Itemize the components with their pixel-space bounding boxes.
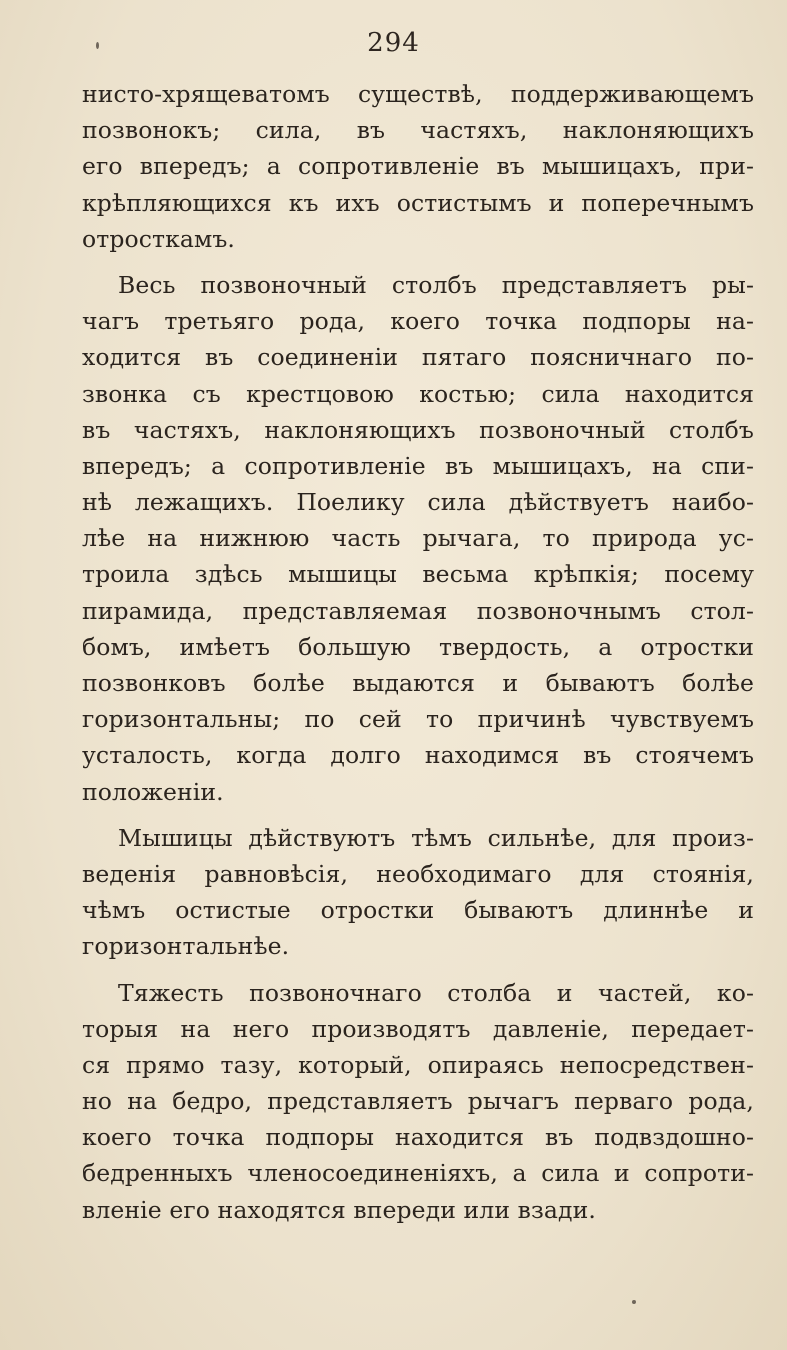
text-line: его впередъ; а сопротивленіе въ мышицахъ, при- [82, 152, 754, 181]
page-number: 294 [367, 28, 420, 58]
text-line: позвонокъ; сила, въ частяхъ, наклоняющихъ [82, 116, 754, 145]
paragraph-2 [82, 267, 754, 810]
text-line: пирамида, представляемая позвоночнымъ стол- [82, 596, 754, 625]
text-line: лѣе на нижнюю часть рычага, то природа ус- [82, 524, 754, 553]
text-line: чѣмъ остистые отростки бываютъ длиннѣе и [82, 896, 754, 925]
text-line: ходится въ соединеніи пятаго поясничнаго по- [82, 343, 754, 372]
text-line: позвонковъ болѣе выдаются и бываютъ болѣе [82, 669, 754, 697]
ink-speck [632, 1300, 636, 1304]
text-line: бомъ, имѣетъ большую твердость, а отростки [82, 632, 754, 661]
text-line: коего точка подпоры находится въ подвздошно- [82, 1123, 754, 1152]
text-line: Мышицы дѣйствуютъ тѣмъ сильнѣе, для произ- [118, 823, 754, 852]
text-line: чагъ третьяго рода, коего точка подпоры на- [82, 307, 754, 336]
text-line: положеніи. [82, 777, 224, 806]
text-line: впередъ; а сопротивленіе въ мышицахъ, на спи- [82, 451, 754, 480]
text-line: отросткамъ. [82, 224, 236, 253]
text-line: торыя на него производятъ давленіе, передает- [82, 1014, 754, 1043]
text-line: вленіе его находятся впереди или взади. [82, 1195, 596, 1224]
text-line: троила здѣсь мышицы весьма крѣпкія; посему [82, 560, 754, 589]
text-line: нѣ лежащихъ. Поелику сила дѣйствуетъ наибо- [82, 488, 754, 517]
text-line: но на бедро, представляетъ рычагъ перваго рода, [82, 1087, 754, 1116]
text-line: усталость, когда долго находимся въ стоячемъ [82, 741, 754, 770]
body-text [82, 76, 754, 1238]
paragraph-3 [82, 820, 754, 965]
text-line: звонка съ крестцовою костью; сила находится [82, 379, 754, 408]
text-line: крѣпляющихся къ ихъ остистымъ и поперечнымъ [82, 188, 754, 217]
text-line: въ частяхъ, наклоняющихъ позвоночный столбъ [82, 415, 754, 444]
text-line: горизонтальнѣе. [82, 932, 290, 961]
text-line: ся прямо тазу, который, опираясь непосредствен- [82, 1050, 754, 1079]
text-line: веденія равновѣсія, необходимаго для стоянія, [82, 859, 754, 888]
paragraph-1 [82, 76, 754, 257]
text-line: нисто-хрящеватомъ существѣ, поддерживающемъ [82, 80, 754, 108]
text-line: Тяжесть позвоночнаго столба и частей, ко- [118, 978, 754, 1007]
text-line: Весь позвоночный столбъ представляетъ ры- [118, 270, 754, 299]
text-line: горизонтальны; по сей то причинѣ чувствуемъ [82, 705, 754, 734]
text-line: бедренныхъ членосоединеніяхъ, а сила и сопроти- [82, 1159, 754, 1188]
paragraph-4 [82, 975, 754, 1228]
